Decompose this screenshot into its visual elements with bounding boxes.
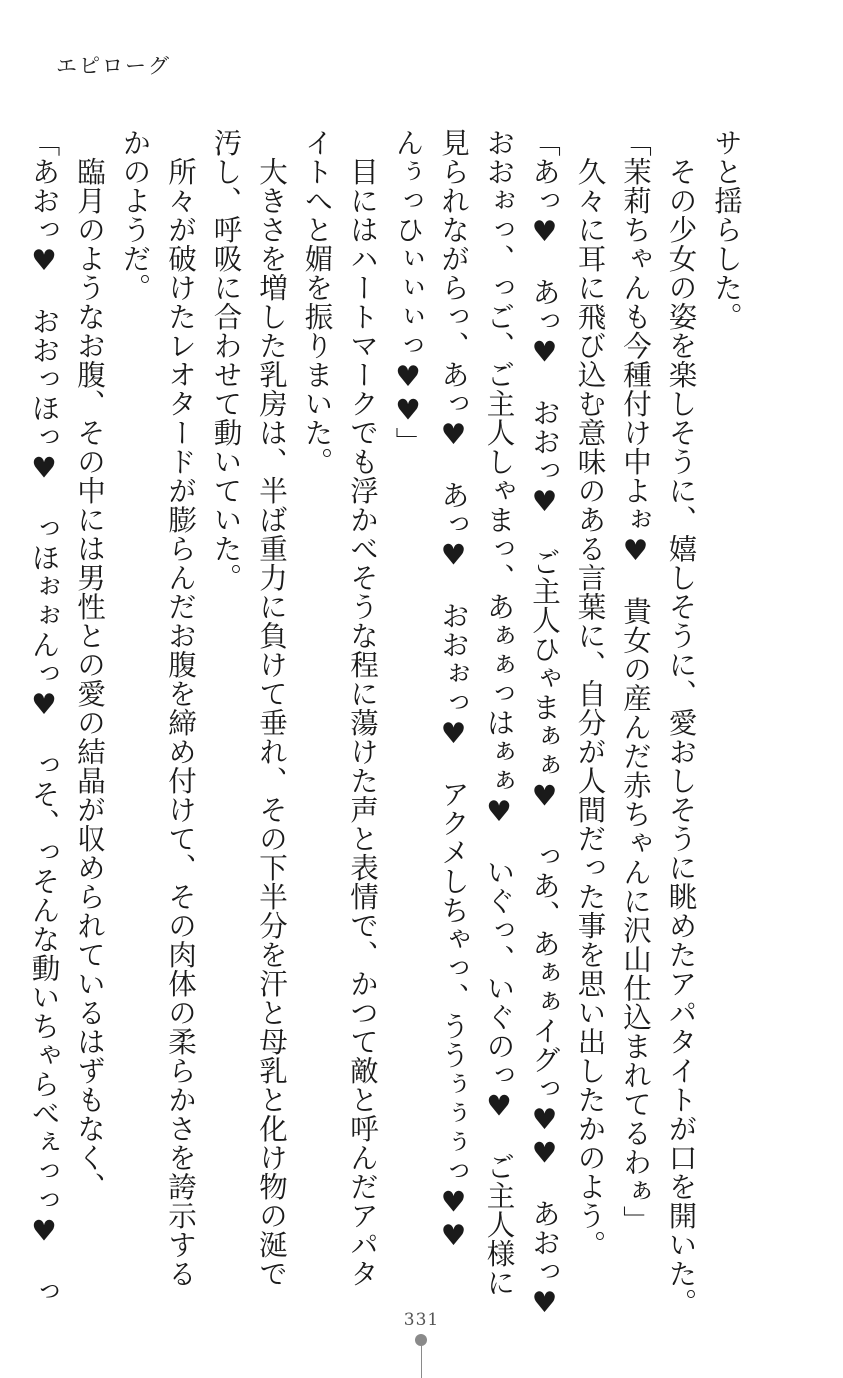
- text-line: イトへと媚を振りまいた。: [300, 128, 334, 476]
- text-line: 「あっ♥ あっ♥ おおっ♥ ご主人ひゃまぁぁ♥ っあ、あぁぁイグっ♥♥ あおっ♥: [528, 128, 561, 1320]
- text-line: 見られながらっ、あっ♥ あっ♥ おおぉっ♥ アクメしちゃっ、ううぅぅぅっ♥♥: [437, 128, 470, 1253]
- text-line: 汚し、呼吸に合わせて動いていた。: [209, 128, 243, 592]
- text-line: 目にはハートマークでも浮かべそうな程に蕩けた声と表情で、かつて敵と呼んだアパタ: [346, 156, 379, 1288]
- chapter-title: エピローグ: [56, 54, 171, 78]
- text-line: かのようだ。: [118, 128, 152, 302]
- text-line: 「茉莉ちゃんも今種付け中よぉ♥ 貴女の産んだ赤ちゃんに沢山仕込まれてるわぁ」: [619, 128, 652, 1235]
- marker-stem: [421, 1344, 422, 1378]
- text-line: 「あおっ♥ おおっほっ♥ っほぉぉんっ♥ っそ、っそんな動いちゃらべぇっっ♥ っ: [27, 128, 61, 1306]
- text-line: 所々が破けたレオタードが膨らんだお腹を締め付けて、その肉体の柔らかさを誇示する: [164, 156, 197, 1288]
- text-line: 大きさを増した乳房は、半ば重力に負けて垂れ、その下半分を汗と母乳と化け物の涎で: [255, 156, 288, 1288]
- text-line: 久々に耳に飛び込む意味のある言葉に、自分が人間だった事を思い出したかのよう。: [573, 156, 607, 1259]
- page-marker-icon: [415, 1334, 427, 1378]
- text-line: 臨月のようなお腹、その中には男性との愛の結晶が収められているはずもなく、: [73, 156, 106, 1201]
- text-line: んぅっひぃぃぃっ♥♥」: [391, 128, 425, 456]
- text-line: サと揺らした。: [710, 128, 743, 331]
- text-line: その少女の姿を楽しそうに、嬉しそうに、愛おしそうに眺めたアパタイトが口を開いた。: [664, 156, 698, 1317]
- page-number: 331: [403, 1310, 440, 1330]
- text-line: おおぉっ、っご、ご主人しゃまっ、あぁぁっはぁぁ♥ いぐっ、いぐのっ♥ ご主人様に: [482, 128, 516, 1297]
